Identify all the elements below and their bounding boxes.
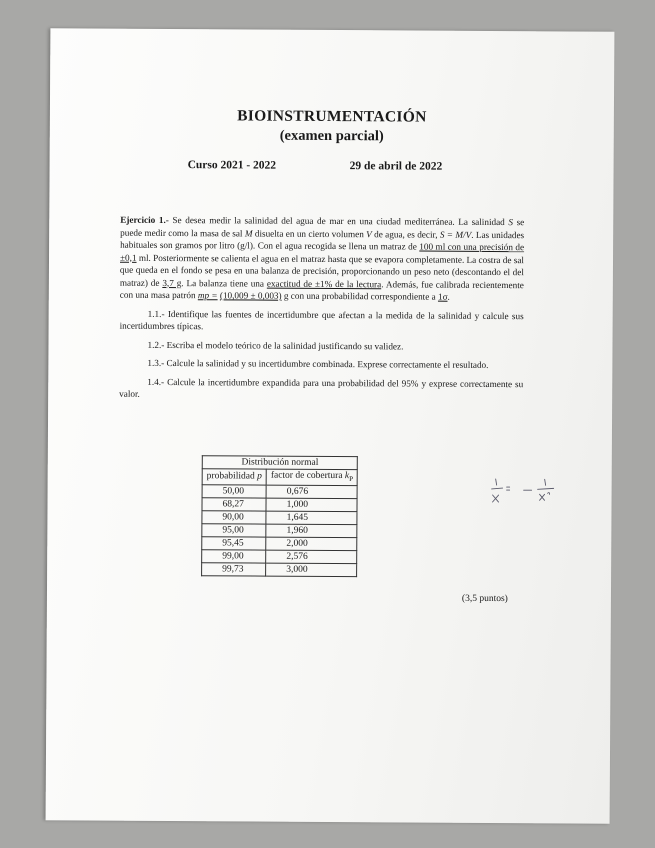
text-run: . bbox=[447, 291, 450, 302]
cell: 95,00 bbox=[202, 524, 266, 537]
cell: 2,000 bbox=[266, 537, 357, 551]
text-run: disuelta en un cierto volumen bbox=[252, 228, 367, 239]
question-1-4: 1.4.- Calcule la incertidumbre expandida para una probabilidad del 95% y exprese correctamente su valor. bbox=[119, 376, 524, 399]
text-run: Se desea medir la salinidad del agua de mar en una ciudad mediterránea. La salinidad bbox=[168, 215, 509, 228]
course-label: Curso 2021 - 2022 bbox=[187, 159, 277, 172]
table-row bbox=[202, 524, 357, 538]
cell: 90,00 bbox=[202, 511, 266, 524]
symbol-v: V bbox=[366, 228, 372, 239]
table-row bbox=[202, 511, 357, 525]
exercise-statement bbox=[120, 214, 525, 304]
standard-mass-symbol: mp = bbox=[197, 290, 218, 301]
text-run: ml. Posteriormente se calienta el agua en el matraz hasta que se evapora completamente. La costra de sal que queda en el fondo se pesa en una balanza de precisión, proporcionando un peso neto (descontando el del matraz) de bbox=[119, 252, 525, 288]
accuracy-value: exactitud de ±1% de la lectura bbox=[266, 278, 382, 289]
cell: 68,27 bbox=[202, 498, 266, 511]
text-run: . Las unidades habituales son gramos por litro (g/l). Con el agua recogida se llena un matraz de bbox=[120, 229, 525, 252]
sigma-value: 1σ bbox=[437, 291, 448, 302]
table-row bbox=[202, 550, 357, 564]
cell: 1,960 bbox=[266, 524, 357, 538]
exam-page bbox=[46, 28, 615, 823]
table-row bbox=[202, 485, 357, 499]
exam-date: 29 de abril de 2022 bbox=[349, 160, 443, 173]
cell: 99,73 bbox=[202, 563, 266, 576]
text-run: de agua, es decir, bbox=[371, 228, 440, 240]
handwritten-note bbox=[487, 466, 577, 517]
cell: 1,000 bbox=[266, 498, 357, 512]
mass-value: 3,7 g bbox=[162, 277, 182, 288]
table-row bbox=[202, 537, 357, 551]
volume-value: 100 ml con una precisión de ±0,1 bbox=[119, 241, 525, 263]
normal-distribution-table bbox=[201, 455, 358, 577]
question-1-3: 1.3.- Calcule la salinidad y su incertidumbre combinada. Exprese correctamente el resultado. bbox=[147, 357, 489, 370]
column-header-probability: probabilidad p bbox=[202, 469, 266, 485]
text-run: se puede medir como la masa de sal bbox=[120, 217, 525, 238]
question-1-1: 1.1.- Identifique las fuentes de incertidumbre que afectan a la medida de la salinidad y calcule sus incertidumbres típicas. bbox=[119, 308, 524, 332]
table-row bbox=[202, 563, 357, 577]
cell: 95,45 bbox=[202, 537, 266, 550]
symbol-s: S bbox=[508, 217, 514, 228]
table-caption: Distribución normal bbox=[202, 456, 357, 470]
page-title: BIOINSTRUMENTACIÓN bbox=[237, 107, 427, 126]
cell: 1,645 bbox=[266, 511, 357, 525]
column-header-coverage: factor de cobertura $k_P$ bbox=[266, 469, 357, 485]
table-row bbox=[202, 498, 357, 512]
exercise-text bbox=[119, 214, 524, 403]
text-run: . La balanza tiene una bbox=[181, 277, 267, 289]
standard-mass-value: (10,009 ± 0,003) bbox=[219, 290, 282, 301]
question-1-2: 1.2.- Escriba el modelo teórico de la salinidad justificando su validez. bbox=[147, 339, 404, 351]
points-label: (3,5 puntos) bbox=[461, 593, 508, 605]
text-run: . Además, fue calibrada recientemente con una masa patrón bbox=[119, 278, 524, 301]
salinity-formula: S = M/V bbox=[439, 229, 472, 240]
cell: 50,00 bbox=[202, 485, 266, 498]
text-run: g con una probabilidad correspondiente a bbox=[281, 290, 439, 302]
cell: 2,576 bbox=[266, 550, 357, 564]
cell: 0,676 bbox=[266, 485, 357, 499]
cell: 99,00 bbox=[202, 550, 266, 563]
symbol-m: M bbox=[244, 227, 253, 239]
exercise-label: Ejercicio 1.- bbox=[120, 214, 169, 226]
cell: 3,000 bbox=[266, 563, 357, 577]
page-subtitle: (examen parcial) bbox=[279, 127, 384, 145]
